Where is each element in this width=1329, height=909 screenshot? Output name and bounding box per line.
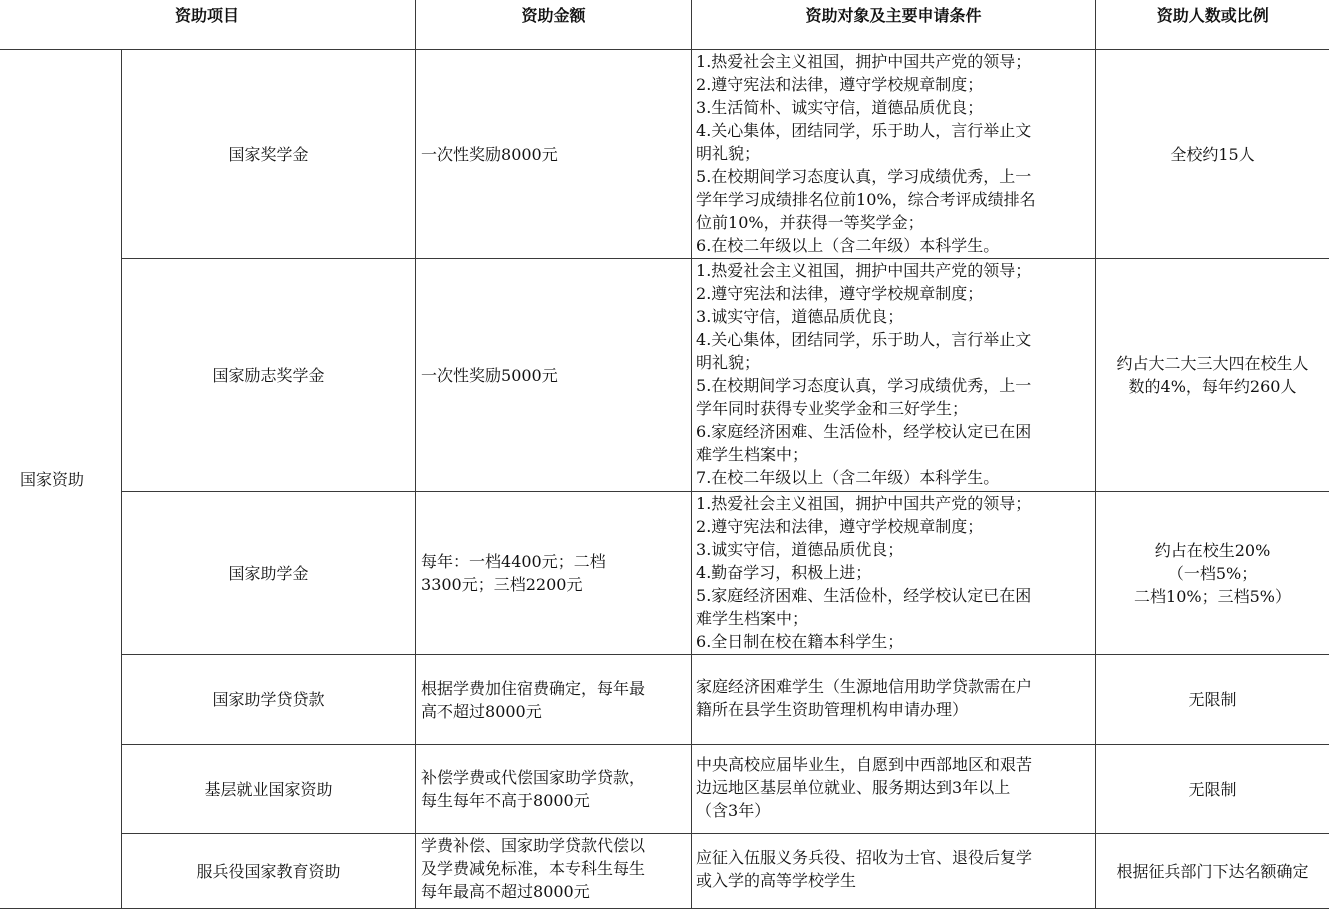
condition-line: 2.遵守宪法和法律，遵守学校规章制度； — [696, 75, 984, 94]
row-count: 无限制 — [1096, 745, 1329, 834]
condition-line: 边远地区基层单位就业、服务期达到3年以上 — [696, 778, 1011, 797]
condition-line: 中央高校应届毕业生，自愿到中西部地区和艰苦 — [696, 755, 1033, 774]
row-name: 国家励志奖学金 — [122, 259, 416, 492]
condition-line: 5.家庭经济困难、生活俭朴，经学校认定已在困 — [696, 586, 1032, 605]
condition-line: 家庭经济困难学生（生源地信用助学贷款需在户 — [696, 677, 1033, 696]
count-line: 数的4%，每年约260人 — [1128, 377, 1297, 396]
table-row — [0, 745, 1329, 834]
table-row — [0, 492, 1329, 655]
condition-line: 2.遵守宪法和法律，遵守学校规章制度； — [696, 284, 984, 303]
condition-line: 位前10%，并获得一等奖学金； — [696, 213, 924, 232]
row-amount — [416, 655, 692, 745]
condition-line: 3.诚实守信，道德品质优良； — [696, 540, 904, 559]
condition-line: 2.遵守宪法和法律，遵守学校规章制度； — [696, 517, 984, 536]
row-amount: 一次性奖励8000元 — [416, 50, 692, 259]
condition-line: 4.关心集体，团结同学，乐于助人，言行举止文 — [696, 330, 1032, 349]
condition-line: 4.关心集体，团结同学，乐于助人，言行举止文 — [696, 121, 1032, 140]
condition-line: 难学生档案中； — [696, 445, 809, 464]
amount-line: 补偿学费或代偿国家助学贷款， — [421, 768, 646, 787]
row-amount — [416, 834, 692, 909]
row-count: 根据征兵部门下达名额确定 — [1096, 834, 1329, 909]
table-row — [0, 50, 1329, 259]
header-row — [0, 0, 1329, 50]
amount-line: 及学费减免标准，本专科生每生 — [421, 859, 646, 878]
condition-line: 1.热爱社会主义祖国，拥护中国共产党的领导； — [696, 261, 1032, 280]
amount-line: 每年最高不超过8000元 — [421, 882, 590, 901]
category-cell: 国家资助 — [0, 50, 122, 909]
condition-line: 或入学的高等学校学生 — [696, 871, 857, 890]
row-amount: 一次性奖励5000元 — [416, 259, 692, 492]
condition-line: 6.家庭经济困难、生活俭朴，经学校认定已在困 — [696, 422, 1032, 441]
header-count: 资助人数或比例 — [1096, 0, 1329, 50]
amount-line: 3300元；三档2200元 — [421, 575, 583, 594]
row-amount — [416, 492, 692, 655]
header-amount: 资助金额 — [416, 0, 692, 50]
condition-line: 5.在校期间学习态度认真，学习成绩优秀，上一 — [696, 167, 1032, 186]
condition-line: 1.热爱社会主义祖国，拥护中国共产党的领导； — [696, 494, 1032, 513]
condition-line: 学年同时获得专业奖学金和三好学生； — [696, 399, 969, 418]
row-amount — [416, 745, 692, 834]
condition-line: 6.在校二年级以上（含二年级）本科学生。 — [696, 236, 1000, 255]
condition-line: 3.诚实守信，道德品质优良； — [696, 307, 904, 326]
row-conditions — [692, 259, 1096, 492]
condition-line: （含3年） — [696, 801, 771, 820]
condition-line: 3.生活简朴、诚实守信，道德品质优良； — [696, 98, 984, 117]
table-row — [0, 655, 1329, 745]
count-line: 约占大二大三大四在校生人 — [1116, 354, 1309, 373]
row-count: 无限制 — [1096, 655, 1329, 745]
row-count — [1096, 259, 1329, 492]
row-count: 全校约15人 — [1096, 50, 1329, 259]
row-name: 国家助学贷贷款 — [122, 655, 416, 745]
condition-line: 应征入伍服义务兵役、招收为士官、退役后复学 — [696, 848, 1033, 867]
row-count — [1096, 492, 1329, 655]
row-conditions — [692, 50, 1096, 259]
condition-line: 明礼貌； — [696, 144, 761, 163]
header-conditions: 资助对象及主要申请条件 — [692, 0, 1096, 50]
condition-line: 籍所在县学生资助管理机构申请办理） — [696, 700, 969, 719]
row-conditions — [692, 834, 1096, 909]
condition-line: 学年学习成绩排名位前10%，综合考评成绩排名 — [696, 190, 1036, 209]
count-line: （一档5%； — [1167, 563, 1258, 583]
row-name: 国家奖学金 — [122, 50, 416, 259]
condition-line: 明礼貌； — [696, 353, 761, 372]
condition-line: 4.勤奋学习，积极上进； — [696, 563, 872, 582]
condition-line: 5.在校期间学习态度认真，学习成绩优秀，上一 — [696, 376, 1032, 395]
row-conditions — [692, 655, 1096, 745]
amount-line: 每生每年不高于8000元 — [421, 791, 590, 810]
condition-line: 6.全日制在校在籍本科学生； — [696, 632, 904, 651]
table-row — [0, 259, 1329, 492]
row-conditions — [692, 492, 1096, 655]
count-line: 约占在校生20% — [1154, 540, 1271, 560]
amount-line: 高不超过8000元 — [421, 701, 542, 721]
row-conditions — [692, 745, 1096, 834]
condition-line: 7.在校二年级以上（含二年级）本科学生。 — [696, 468, 1000, 487]
row-name: 国家助学金 — [122, 492, 416, 655]
condition-line: 难学生档案中； — [696, 609, 809, 628]
condition-line: 1.热爱社会主义祖国，拥护中国共产党的领导； — [696, 52, 1032, 71]
amount-line: 根据学费加住宿费确定，每年最 — [421, 678, 646, 698]
row-name: 基层就业国家资助 — [122, 745, 416, 834]
row-name: 服兵役国家教育资助 — [122, 834, 416, 909]
count-line: 二档10%；三档5%） — [1134, 586, 1291, 606]
amount-line: 每年：一档4400元；二档 — [421, 552, 606, 571]
amount-line: 学费补偿、国家助学贷款代偿以 — [421, 836, 646, 855]
header-project: 资助项目 — [0, 0, 416, 50]
table-row — [0, 834, 1329, 909]
